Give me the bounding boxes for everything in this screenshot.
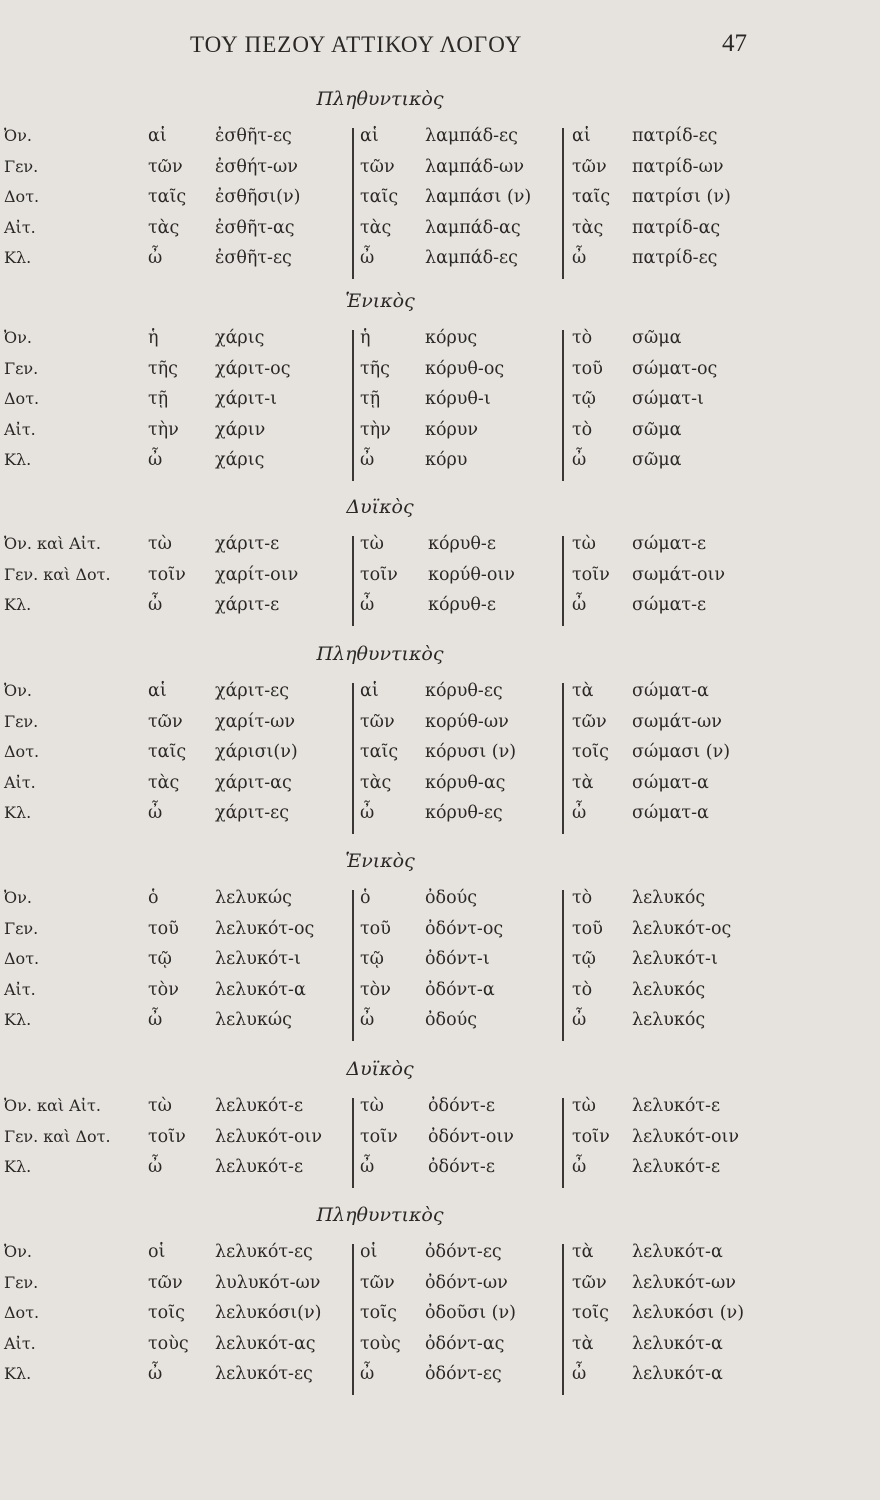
case-label: Γεν.	[4, 918, 39, 938]
article: τοῖς	[572, 1303, 609, 1323]
table-row	[0, 712, 880, 742]
article: ταῖς	[360, 742, 399, 762]
table-row	[0, 389, 880, 419]
table-row	[0, 328, 880, 358]
declined-form: ἐσθῆτ-ας	[215, 217, 295, 238]
case-label: Γεν.	[4, 358, 39, 378]
declined-form: πατρίδ-ες	[632, 126, 718, 146]
declined-form: λαμπάδ-ες	[425, 248, 518, 268]
article: αἱ	[360, 126, 379, 146]
article: τὰς	[572, 217, 604, 238]
declined-form: λελυκότ-ε	[632, 1157, 721, 1177]
declined-form: σώματ-ι	[632, 389, 704, 409]
table-row	[0, 1127, 880, 1157]
column-divider	[352, 536, 354, 626]
column-divider	[562, 330, 564, 481]
article: τοῖν	[360, 564, 398, 585]
table-row	[0, 1157, 880, 1187]
table-row	[0, 1303, 880, 1333]
column-divider	[352, 683, 354, 834]
declined-form: κόρυ	[425, 450, 468, 470]
declined-form: κόρυσι (ν)	[425, 742, 517, 762]
column-divider	[562, 128, 564, 279]
article: τὰς	[360, 772, 392, 793]
article: τὼ	[148, 534, 172, 554]
article: τῶν	[572, 156, 607, 177]
article: ὦ	[148, 248, 163, 268]
declined-form: χάριτ-ε	[215, 595, 280, 615]
article: ὦ	[360, 450, 375, 470]
declined-form: λελυκότ-οιν	[215, 1126, 322, 1147]
declined-form: λελυκότ-ι	[215, 949, 301, 969]
section-title: Δυϊκὸς	[346, 1058, 414, 1080]
article: τοὺς	[148, 1333, 189, 1354]
article: τὰς	[360, 217, 392, 238]
running-title: ΤΟΥ ΠΕΖΟΥ ΑΤΤΙΚΟΥ ΛΟΓΟΥ	[190, 32, 523, 57]
case-label: Ὀν.	[4, 681, 32, 700]
declined-form: κόρυθ-ος	[425, 358, 505, 379]
declined-form: χάριτ-ε	[215, 534, 280, 554]
table-row	[0, 949, 880, 979]
table-row	[0, 248, 880, 278]
column-divider	[352, 1244, 354, 1395]
declined-form: ὀδόντ-ες	[425, 1242, 502, 1262]
article: τῇ	[148, 389, 169, 409]
declined-form: λελυκότ-οιν	[632, 1126, 739, 1147]
article: αἱ	[572, 126, 591, 146]
declined-form: κόρυθ-ε	[428, 534, 496, 554]
article: τοῖν	[572, 1126, 610, 1147]
case-label: Κλ.	[4, 595, 32, 614]
declined-form: λυλυκότ-ων	[215, 1272, 321, 1293]
article: ὦ	[572, 1010, 587, 1030]
declined-form: λελυκόσι(ν)	[215, 1303, 322, 1323]
declined-form: σώματ-ε	[632, 534, 707, 554]
article: τὴν	[360, 419, 391, 440]
article: ὦ	[148, 595, 163, 615]
article: τῶν	[148, 1272, 183, 1293]
article: ὦ	[148, 1010, 163, 1030]
column-divider	[352, 890, 354, 1041]
column-divider	[352, 128, 354, 279]
declined-form: λαμπάδ-ας	[425, 217, 521, 238]
table-row	[0, 534, 880, 564]
article: ἡ	[360, 328, 371, 348]
article: τὼ	[360, 1096, 384, 1116]
declined-form: λελυκότ-ε	[215, 1157, 304, 1177]
article: τὰς	[148, 772, 180, 793]
declined-form: ὀδόντ-οιν	[428, 1126, 514, 1147]
table-row	[0, 595, 880, 625]
case-label: Κλ.	[4, 1364, 32, 1383]
table-row	[0, 187, 880, 217]
declined-form: κόρυς	[425, 328, 478, 348]
article: τῇ	[360, 389, 381, 409]
table-row	[0, 565, 880, 595]
article: τὸν	[360, 979, 391, 1000]
declined-form: πατρίδ-ων	[632, 156, 724, 177]
table-row	[0, 681, 880, 711]
declined-form: ἐσθήτ-ων	[215, 156, 298, 177]
declined-form: λελυκός	[632, 979, 706, 1000]
declined-form: χάριν	[215, 419, 266, 440]
case-label: Κλ.	[4, 1157, 32, 1176]
case-label: Ὀν.	[4, 1242, 32, 1261]
declined-form: ὀδούς	[425, 888, 478, 908]
article: τὼ	[572, 534, 596, 554]
case-label: Γεν. καὶ Δοτ.	[4, 1126, 111, 1146]
article: τὸ	[572, 979, 593, 1000]
article: τῶν	[148, 711, 183, 732]
declined-form: ὀδόντ-ας	[425, 1333, 505, 1354]
table-row	[0, 1010, 880, 1040]
article: ὦ	[148, 1157, 163, 1177]
case-label: Κλ.	[4, 803, 32, 822]
section-title: Πληθυντικὸς	[316, 643, 444, 665]
declined-form: λελυκότ-ος	[632, 918, 732, 939]
article: ταῖς	[148, 742, 187, 762]
declined-form: λαμπάσι (ν)	[425, 187, 532, 207]
article: τοὺς	[360, 1333, 401, 1354]
case-label: Αἰτ.	[4, 772, 36, 792]
article: τῶν	[360, 156, 395, 177]
table-row	[0, 742, 880, 772]
table-row	[0, 450, 880, 480]
table-row	[0, 359, 880, 389]
declined-form: λελυκότ-ας	[215, 1333, 316, 1354]
declined-form: ὀδόντ-ι	[425, 949, 490, 969]
declined-form: κορύθ-οιν	[428, 564, 515, 585]
declined-form: λαμπάδ-ες	[425, 126, 518, 146]
article: ὦ	[572, 248, 587, 268]
case-label: Κλ.	[4, 248, 32, 267]
table-row	[0, 803, 880, 833]
case-label: Αἰτ.	[4, 217, 36, 237]
article: ταῖς	[148, 187, 187, 207]
case-label: Δοτ.	[4, 389, 40, 408]
declined-form: ἐσθῆσι(ν)	[215, 187, 301, 207]
table-row	[0, 420, 880, 450]
article: τῆς	[360, 358, 390, 379]
article: αἱ	[148, 681, 167, 701]
article: τῷ	[572, 949, 596, 969]
article: αἱ	[148, 126, 167, 146]
article: ὁ	[360, 888, 371, 908]
declined-form: σώματ-α	[632, 803, 709, 823]
case-label: Ὀν.	[4, 888, 32, 907]
article: ὦ	[148, 450, 163, 470]
article: ἡ	[148, 328, 159, 348]
article: ὦ	[148, 1364, 163, 1384]
declined-form: λελυκότ-ες	[215, 1364, 313, 1384]
article: τοῖς	[148, 1303, 185, 1323]
declined-form: ἐσθῆτ-ες	[215, 248, 292, 268]
declined-form: κόρυθ-ας	[425, 772, 506, 793]
case-label: Γεν.	[4, 1272, 39, 1292]
table-row	[0, 157, 880, 187]
article: ταῖς	[572, 187, 611, 207]
declined-form: σώμασι (ν)	[632, 742, 731, 762]
case-label: Αἰτ.	[4, 419, 36, 439]
article: τὰς	[148, 217, 180, 238]
declined-form: λελυκώς	[215, 888, 292, 908]
article: τὸ	[572, 419, 593, 440]
declined-form: ὀδόντ-ε	[428, 1096, 495, 1116]
case-label: Ὀν.	[4, 126, 32, 145]
declined-form: λελυκόσι (ν)	[632, 1303, 745, 1323]
section-title: Πληθυντικὸς	[316, 88, 444, 110]
table-row	[0, 1242, 880, 1272]
section-title: Πληθυντικὸς	[316, 1204, 444, 1226]
article: τοῦ	[360, 918, 391, 939]
article: ὦ	[572, 450, 587, 470]
article: τοῖς	[572, 742, 609, 762]
declined-form: σώματ-α	[632, 772, 709, 793]
table-row	[0, 126, 880, 156]
article: ὦ	[572, 1157, 587, 1177]
article: τῷ	[148, 949, 172, 969]
declined-form: ὀδόντ-ων	[425, 1272, 508, 1293]
article: τῶν	[360, 711, 395, 732]
declined-form: χαρίτ-οιν	[215, 564, 299, 585]
article: ὦ	[360, 248, 375, 268]
article: ὦ	[360, 1364, 375, 1384]
case-label: Γεν.	[4, 711, 39, 731]
page-header	[0, 28, 880, 68]
declined-form: ὀδόντ-ε	[428, 1157, 495, 1177]
declined-form: σῶμα	[632, 328, 682, 348]
declined-form: χάριτ-ες	[215, 681, 290, 701]
article: τοῖν	[148, 1126, 186, 1147]
case-label: Δοτ.	[4, 742, 40, 761]
declined-form: κόρυν	[425, 419, 479, 440]
declined-form: κόρυθ-ε	[428, 595, 496, 615]
table-row	[0, 1364, 880, 1394]
declined-form: χάρις	[215, 450, 265, 470]
article: τῷ	[360, 949, 384, 969]
declined-form: χάρις	[215, 328, 265, 348]
declined-form: κόρυθ-ι	[425, 389, 491, 409]
article: τὰ	[572, 772, 594, 793]
declined-form: χάριτ-ες	[215, 803, 290, 823]
table-row	[0, 773, 880, 803]
article: ὦ	[360, 1010, 375, 1030]
declined-form: πατρίδ-ας	[632, 217, 721, 238]
declined-form: λελυκότ-α	[215, 979, 306, 1000]
table-row	[0, 980, 880, 1010]
column-divider	[562, 1098, 564, 1188]
table-row	[0, 1273, 880, 1303]
article: τῆς	[148, 358, 178, 379]
declined-form: ὀδόντ-ες	[425, 1364, 502, 1384]
article: τῶν	[572, 1272, 607, 1293]
declined-form: λελυκότ-ος	[215, 918, 315, 939]
article: ὦ	[148, 803, 163, 823]
declined-form: κόρυθ-ες	[425, 803, 503, 823]
article: τὸ	[572, 888, 593, 908]
case-label: Κλ.	[4, 1010, 32, 1029]
column-divider	[562, 890, 564, 1041]
section-title: Ἑνικὸς	[345, 290, 415, 312]
case-label: Γεν. καὶ Δοτ.	[4, 564, 111, 584]
article: τῶν	[360, 1272, 395, 1293]
declined-form: λελυκότ-ι	[632, 949, 718, 969]
declined-form: ἐσθῆτ-ες	[215, 126, 292, 146]
declined-form: ὀδοῦσι (ν)	[425, 1303, 516, 1323]
declined-form: σώματ-α	[632, 681, 709, 701]
article: ὦ	[360, 803, 375, 823]
table-row	[0, 1096, 880, 1126]
table-row	[0, 1334, 880, 1364]
case-label: Αἰτ.	[4, 1333, 36, 1353]
case-label: Γεν.	[4, 156, 39, 176]
column-divider	[352, 330, 354, 481]
declined-form: σωμάτ-ων	[632, 711, 722, 732]
article: τὰ	[572, 1242, 594, 1262]
declined-form: λελυκότ-α	[632, 1364, 723, 1384]
declined-form: χάριτ-ος	[215, 358, 291, 379]
declined-form: λελυκότ-α	[632, 1242, 723, 1262]
case-label: Δοτ.	[4, 187, 40, 206]
declined-form: ὀδόντ-α	[425, 979, 495, 1000]
declined-form: πατρίσι (ν)	[632, 187, 731, 207]
declined-form: σῶμα	[632, 419, 682, 440]
case-label: Ὀν. καὶ Αἰτ.	[4, 534, 101, 553]
article: τῷ	[572, 389, 596, 409]
case-label: Κλ.	[4, 450, 32, 469]
column-divider	[562, 536, 564, 626]
declined-form: σωμάτ-οιν	[632, 564, 726, 585]
declined-form: χαρίτ-ων	[215, 711, 296, 732]
article: ὦ	[572, 1364, 587, 1384]
article: τὴν	[148, 419, 179, 440]
article: ὦ	[572, 595, 587, 615]
declined-form: κόρυθ-ες	[425, 681, 503, 701]
declined-form: λελυκότ-ε	[215, 1096, 304, 1116]
article: τὼ	[572, 1096, 596, 1116]
article: τοῖς	[360, 1303, 397, 1323]
case-label: Δοτ.	[4, 1303, 40, 1322]
declined-form: λαμπάδ-ων	[425, 156, 524, 177]
case-label: Δοτ.	[4, 949, 40, 968]
article: οἱ	[360, 1242, 378, 1262]
article: τὼ	[148, 1096, 172, 1116]
declined-form: λελυκώς	[215, 1010, 292, 1030]
column-divider	[562, 683, 564, 834]
declined-form: λελυκότ-ες	[215, 1242, 313, 1262]
declined-form: σῶμα	[632, 450, 682, 470]
table-row	[0, 919, 880, 949]
article: τοῦ	[148, 918, 179, 939]
column-divider	[352, 1098, 354, 1188]
article: ὦ	[360, 595, 375, 615]
article: τοῦ	[572, 358, 603, 379]
declined-form: πατρίδ-ες	[632, 248, 718, 268]
declined-form: λελυκότ-ων	[632, 1272, 736, 1293]
declined-form: σώματ-ος	[632, 358, 718, 379]
declined-form: λελυκότ-ε	[632, 1096, 721, 1116]
article: τοῦ	[572, 918, 603, 939]
declined-form: λελυκότ-α	[632, 1333, 723, 1354]
article: τῶν	[572, 711, 607, 732]
article: ταῖς	[360, 187, 399, 207]
declined-form: ὀδούς	[425, 1010, 478, 1030]
table-row	[0, 218, 880, 248]
case-label: Ὀν. καὶ Αἰτ.	[4, 1096, 101, 1115]
case-label: Αἰτ.	[4, 979, 36, 999]
declined-form: λελυκός	[632, 888, 706, 908]
declined-form: ὀδόντ-ος	[425, 918, 504, 939]
declined-form: χάρισι(ν)	[215, 742, 298, 762]
article: τὸν	[148, 979, 179, 1000]
column-divider	[562, 1244, 564, 1395]
article: τοῖν	[360, 1126, 398, 1147]
declined-form: σώματ-ε	[632, 595, 707, 615]
article: τὸ	[572, 328, 593, 348]
article: τὰ	[572, 681, 594, 701]
section-title: Δυϊκὸς	[346, 496, 414, 518]
case-label: Ὀν.	[4, 328, 32, 347]
section-title: Ἑνικὸς	[345, 850, 415, 872]
article: αἱ	[360, 681, 379, 701]
article: τοῖν	[572, 564, 610, 585]
article: ὦ	[572, 803, 587, 823]
declined-form: κορύθ-ων	[425, 711, 509, 732]
page-number: 47	[722, 30, 747, 57]
article: οἱ	[148, 1242, 166, 1262]
article: τὼ	[360, 534, 384, 554]
article: τὰ	[572, 1333, 594, 1354]
declined-form: χάριτ-ας	[215, 772, 292, 793]
declined-form: λελυκός	[632, 1010, 706, 1030]
article: ὦ	[360, 1157, 375, 1177]
table-row	[0, 888, 880, 918]
article: τῶν	[148, 156, 183, 177]
declined-form: χάριτ-ι	[215, 389, 278, 409]
article: τοῖν	[148, 564, 186, 585]
article: ὁ	[148, 888, 159, 908]
